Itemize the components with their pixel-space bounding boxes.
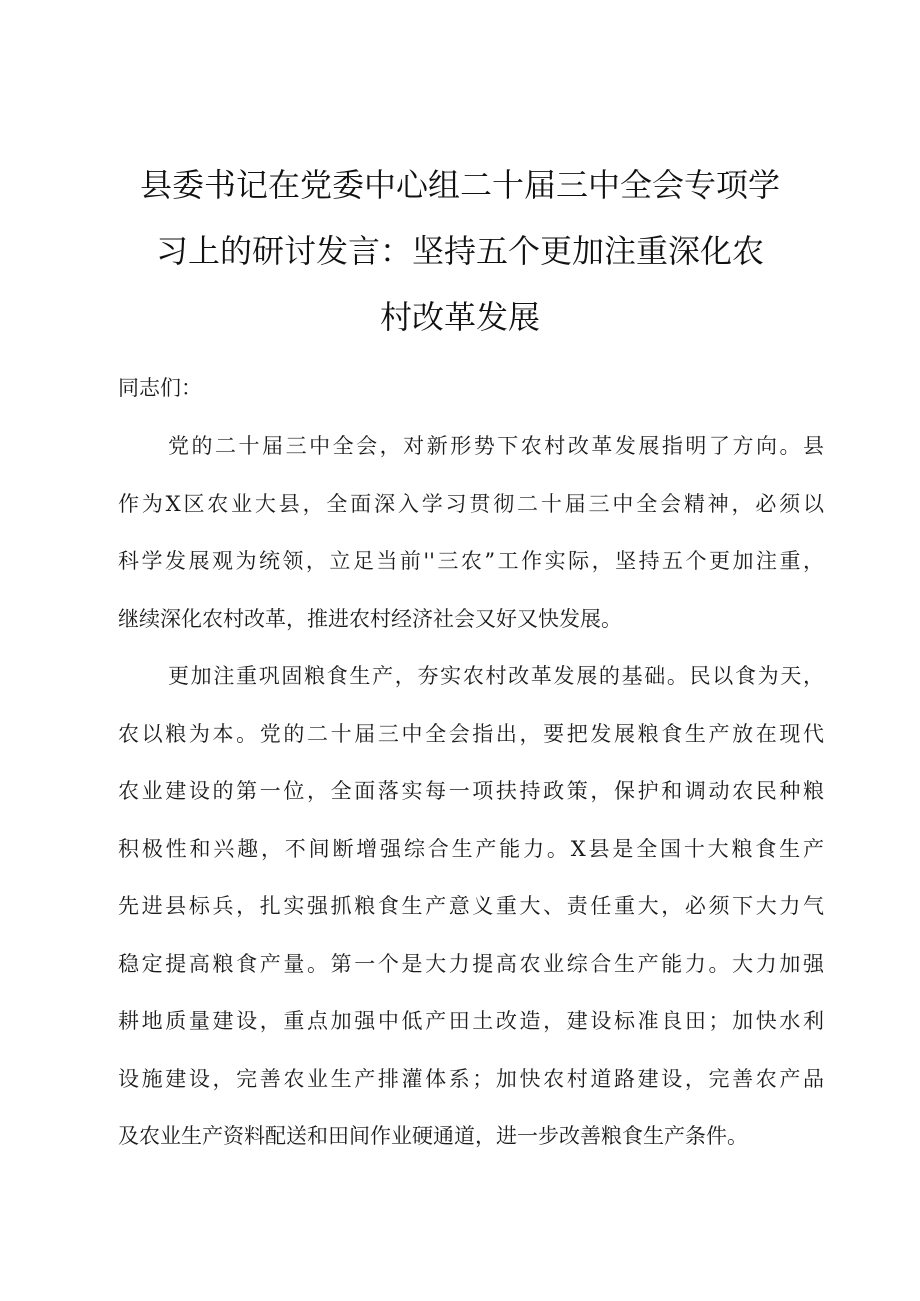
- paragraph-2: [118, 648, 824, 1166]
- title-line: 习上的研讨发言：坚持五个更加注重深化农: [155, 232, 764, 270]
- paragraph-line: 农业建设的第一位，全面落实每一项扶持政策，保护和调动农民种粮: [118, 779, 824, 803]
- paragraph-line: 先进县标兵，扎实强抓粮食生产意义重大、责任重大，必须下大力气: [118, 894, 824, 918]
- paragraph-line: 积极性和兴趣，不间断增强综合生产能力。X县是全国十大粮食生产: [118, 836, 824, 861]
- paragraph-line: 设施建设，完善农业生产排灌体系；加快农村道路建设，完善农产品: [118, 1066, 824, 1091]
- paragraph-line: 更加注重巩固粮食生产，夯实农村改革发展的基础。民以食为天，: [168, 664, 824, 688]
- paragraph-line: 科学发展观为统领，立足当前''三农”工作实际，坚持五个更加注重，: [118, 549, 824, 573]
- greeting: [118, 360, 824, 418]
- title-line: 县委书记在党委中心组二十届三中全会专项学: [139, 166, 780, 204]
- title-line: 村改革发展: [379, 298, 540, 336]
- paragraph-line: 党的二十届三中全会，对新形势下农村改革发展指明了方向。县: [168, 434, 824, 458]
- paragraph-line: 农以粮为本。党的二十届三中全会指出，要把发展粮食生产放在现代: [118, 721, 824, 746]
- paragraph-line: 继续深化农村改革，推进农村经济社会又好又快发展。: [118, 606, 622, 631]
- greeting-text: 同志们：: [118, 376, 202, 400]
- paragraph-line: 稳定提高粮食产量。第一个是大力提高农业综合生产能力。大力加强: [118, 951, 824, 976]
- paragraph-1: [118, 418, 824, 648]
- paragraph-line: 作为X区农业大县，全面深入学习贯彻二十届三中全会精神，必须以: [118, 491, 824, 516]
- document-title: [100, 152, 820, 350]
- paragraph-line: 及农业生产资料配送和田间作业硬通道，进一步改善粮食生产条件。: [118, 1124, 748, 1148]
- paragraph-line: 耕地质量建设，重点加强中低产田土改造，建设标准良田；加快水利: [118, 1009, 824, 1033]
